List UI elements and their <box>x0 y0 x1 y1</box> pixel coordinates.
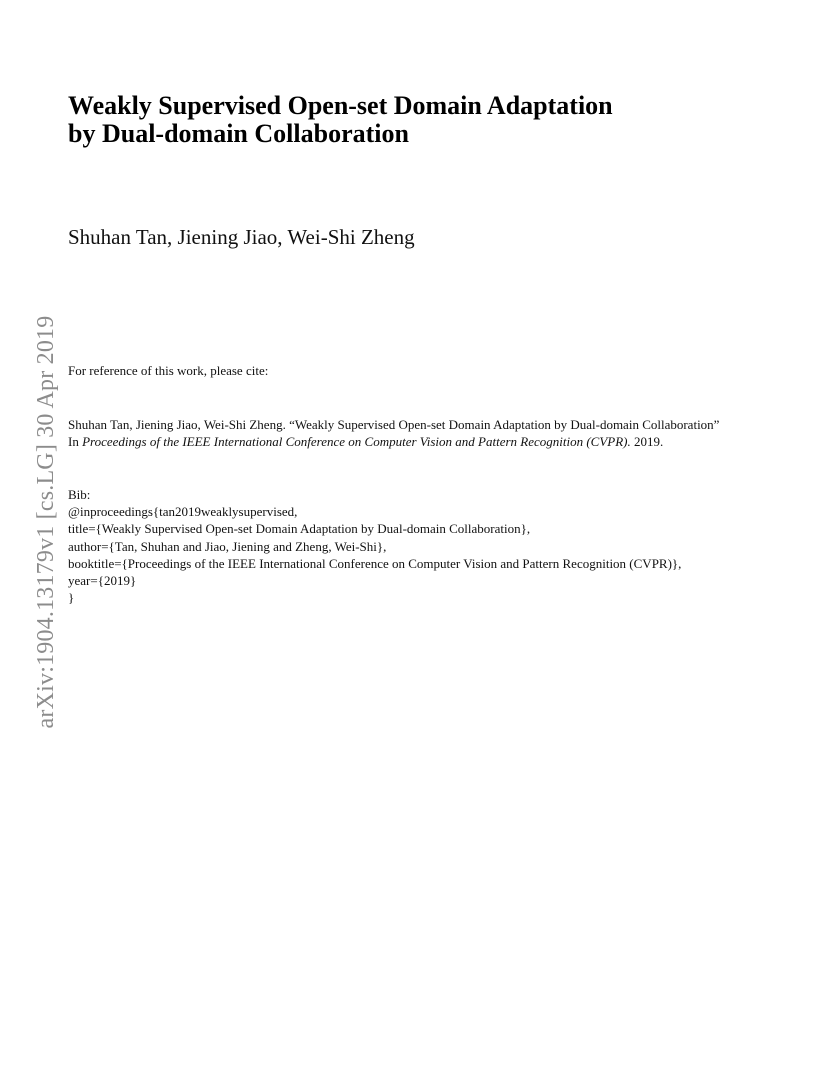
bibtex-block <box>68 486 681 606</box>
bibtex-line: booktitle={Proceedings of the IEEE International Conference on Computer Vision and Pattern Recognition (CVPR)}, <box>68 555 682 571</box>
paper-title-line-2: by Dual-domain Collaboration <box>68 119 409 148</box>
bibtex-line: year={2019} <box>68 573 137 589</box>
cite-instruction: For reference of this work, please cite: <box>68 363 269 378</box>
citation-line-1: Shuhan Tan, Jiening Jiao, Wei-Shi Zheng. “Weakly Supervised Open-set Domain Adaptation by Dual-domain Collaboration” <box>68 417 720 432</box>
author-list: Shuhan Tan, Jiening Jiao, Wei-Shi Zheng <box>68 225 415 249</box>
bibtex-line: author={Tan, Shuhan and Jiao, Jiening and Zheng, Wei-Shi}, <box>68 538 387 554</box>
arxiv-identifier-stamp: arXiv:1904.13179v1 [cs.LG] 30 Apr 2019 <box>33 315 59 729</box>
citation-venue: Proceedings of the IEEE International Conference on Computer Vision and Pattern Recognition (CVPR). <box>82 434 631 449</box>
bibtex-line: title={Weakly Supervised Open-set Domain Adaptation by Dual-domain Collaboration}, <box>68 521 531 537</box>
bibtex-line: @inproceedings{tan2019weaklysupervised, <box>68 504 298 520</box>
bibtex-line: } <box>68 590 75 606</box>
citation-prefix: In <box>68 434 83 449</box>
bibtex-label: Bib: <box>68 487 91 502</box>
citation-line-2 <box>68 433 719 450</box>
paper-title-line-1: Weakly Supervised Open-set Domain Adaptation <box>68 91 613 120</box>
citation-year: 2019. <box>630 434 664 449</box>
citation-block <box>68 416 719 450</box>
paper-title <box>68 92 768 148</box>
